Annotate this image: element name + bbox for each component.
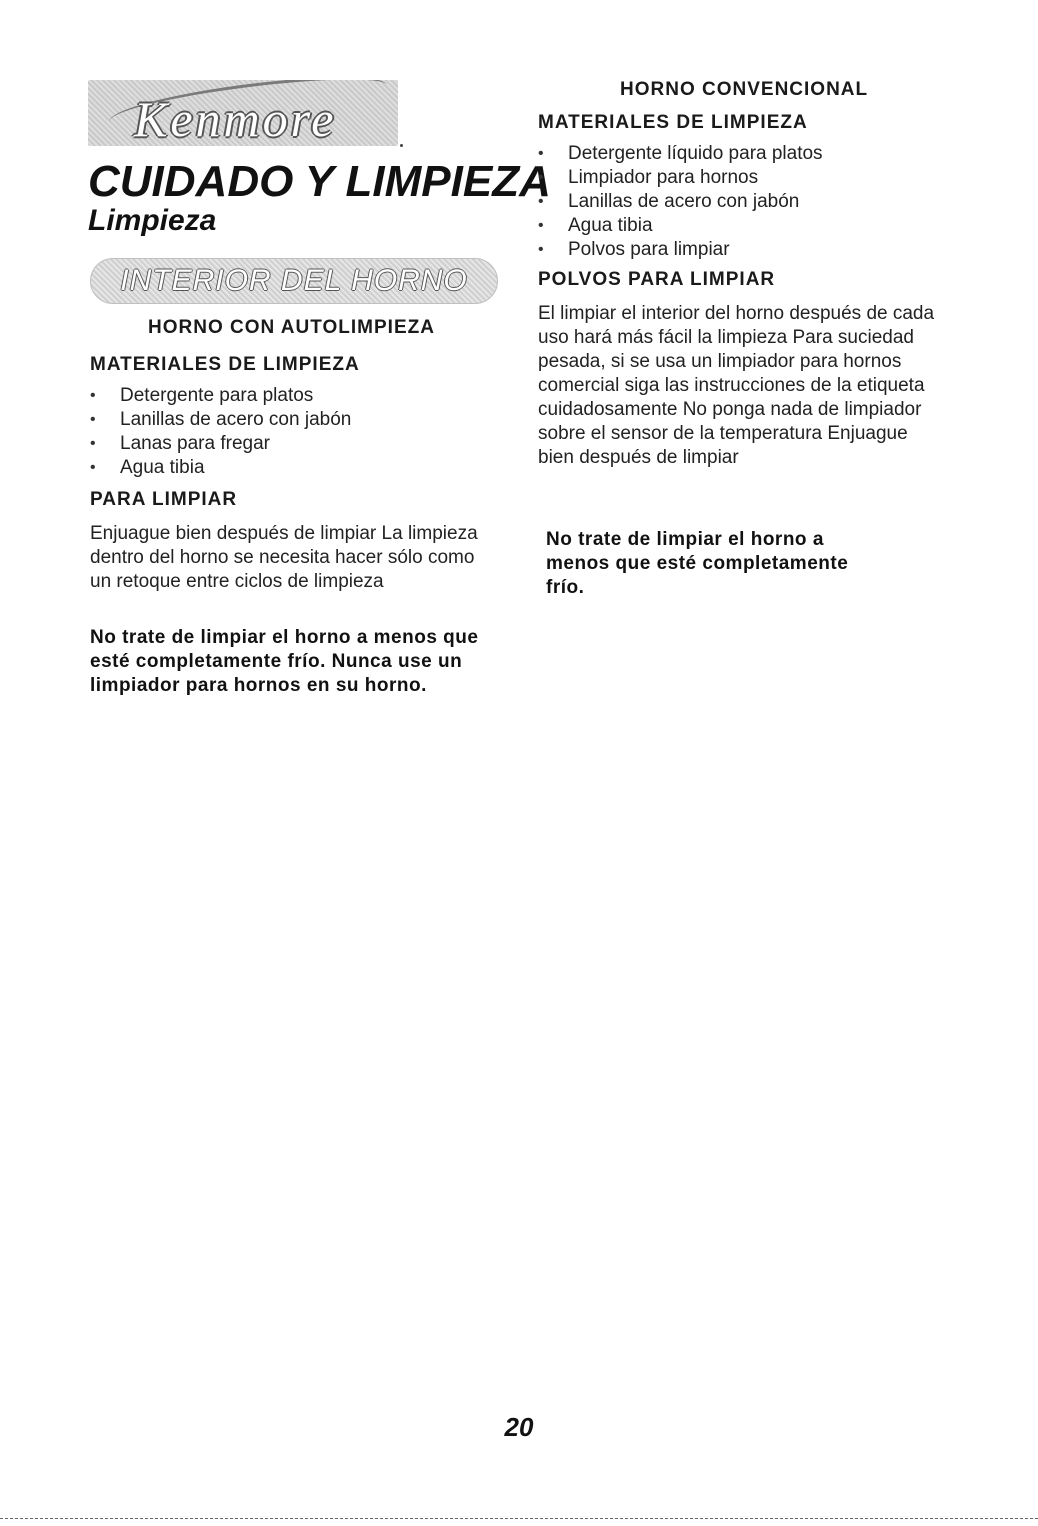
right-materials-list xyxy=(538,142,948,262)
list-item: • Polvos para limpiar xyxy=(538,238,948,262)
kenmore-logo xyxy=(88,80,398,146)
conventional-heading: HORNO CONVENCIONAL xyxy=(620,79,869,100)
right-materials-heading: MATERIALES DE LIMPIEZA xyxy=(538,112,808,133)
logo-registered-dot xyxy=(400,144,403,147)
list-item: • Detergente líquido para platos xyxy=(538,142,948,166)
list-item: • Detergente para platos xyxy=(90,384,490,408)
right-warning-text: No trate de limpiar el horno a menos que esté completamente frío. xyxy=(546,529,849,598)
bottom-rule xyxy=(0,1518,1038,1519)
section-banner xyxy=(90,258,498,304)
list-item: • Lanillas de acero con jabón xyxy=(538,190,948,214)
page-title: CUIDADO Y LIMPIEZA xyxy=(88,157,551,206)
section-banner-label: INTERIOR DEL HORNO xyxy=(120,264,468,297)
left-warning-text: No trate de limpiar el horno a menos que esté completamente frío. Nunca use un limpiador para hornos en su horno. xyxy=(90,627,479,696)
powders-text: El limpiar el interior del horno después de cada uso hará más fácil la limpieza Para suciedad pesada, si se usa un limpiador para hornos comercial siga las instrucciones de la etiqueta cuidadosamente No ponga nada de limpiador sobre el sensor de la temperatura Enjuague bien después de limpiar xyxy=(538,303,935,468)
page-number: 20 xyxy=(504,1412,534,1442)
list-item: • Limpiador para hornos xyxy=(538,166,948,190)
self-clean-heading: HORNO CON AUTOLIMPIEZA xyxy=(148,317,435,338)
logo-wordmark: Kenmore xyxy=(134,91,337,146)
powders-heading: POLVOS PARA LIMPIAR xyxy=(538,269,776,290)
list-item: • Agua tibia xyxy=(90,456,490,480)
to-clean-text: Enjuague bien después de limpiar La limpieza dentro del horno se necesita hacer sólo como un retoque entre ciclos de limpieza xyxy=(90,523,478,592)
left-materials-list xyxy=(90,384,490,480)
list-item: • Lanas para fregar xyxy=(90,432,490,456)
to-clean-heading: PARA LIMPIAR xyxy=(90,489,238,510)
list-item: • Agua tibia xyxy=(538,214,948,238)
page-subtitle: Limpieza xyxy=(88,204,217,237)
left-materials-heading: MATERIALES DE LIMPIEZA xyxy=(90,354,360,375)
list-item: • Lanillas de acero con jabón xyxy=(90,408,490,432)
